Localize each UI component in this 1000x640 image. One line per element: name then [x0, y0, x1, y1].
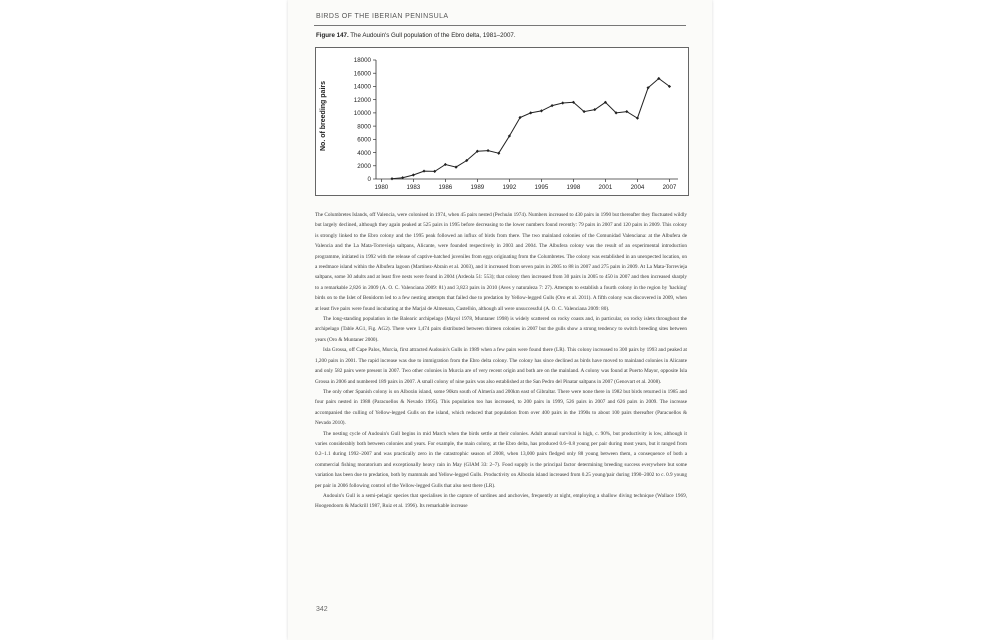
x-tick-label: 1992 — [502, 184, 517, 191]
x-tick-label: 1989 — [470, 184, 485, 191]
y-tick-label: 14000 — [353, 83, 371, 91]
data-point — [412, 173, 415, 176]
paragraph: The Columbretes Islands, off Valencia, were colonised in 1974, when 45 pairs nested (Pechuán 1974). Numbers increased to 430 pairs in 1990 but thereafter they fluctuated wildly but largely declined, although they again peaked at 525 pairs in 1995 before decreasing to the lower numbers found recently: 79 pairs in 2007 and 120 pairs in 2009. This colony is strongly linked to the Ebro colony and the 1995 peak followed an influx of birds from there. The two mainland colonies of the Comunidad Valenciana: at the Albufera de Valencia and the La Mata-Torrevieja saltpans, Alicante, were founded respectively in 2003 and 2004. The Albufera colony was the result of an experimental introduction programme, initiated in 1992 with the release of captive-hatched juveniles from eggs originating from the Columbretes. The colony was established in an unexpected location, on a reedmace island within the Albufera lagoon (Martínez-Abraín et al. 2003), and it increased from seven pairs in 2005 to 88 in 2007 and 275 pairs in 2009. At La Mata-Torrevieja saltpans, some 30 adults and at least five nests were found in 2004 (Ardeola 51: 553); that colony then increased from 30 pairs in 2005 to 450 in 2007 and then increased sharply to a remarkable 2,826 in 2009 (A. O. C. Valenciana 2009: 81) and 3,823 pairs in 2010 (Aves y naturaleza 7: 27). Attempts to establish a fourth colony in the region by 'hacking' birds on to the Islet of Benidorm led to a few nesting attempts that failed due to predation by Yellow-legged Gulls (Oro et al. 2011). A fifth colony was discovered in 2009, when at least five pairs were found incubating at the Marjal de Almenara, Castellón, although all were unsuccessful (A. O. C. Valenciana 2009: 80). — [315, 212, 687, 312]
chart-frame — [315, 47, 689, 196]
data-point — [486, 149, 489, 152]
y-tick-label: 6000 — [357, 136, 371, 144]
book-page — [288, 0, 712, 640]
x-tick-label: 2007 — [662, 184, 677, 191]
x-tick-label: 2004 — [630, 184, 645, 191]
figure-caption — [316, 32, 516, 39]
y-axis-label: No. of breeding pairs — [320, 80, 327, 152]
x-tick-label: 1983 — [406, 184, 421, 191]
data-point — [529, 111, 532, 114]
y-tick-label: 0 — [367, 176, 371, 184]
x-tick-label: 2001 — [598, 184, 613, 191]
paragraph: The nesting cycle of Audouin's Gull begins in mid March when the birds settle at their colonies. Adult annual survival is high, c. 90%, but productivity is low, although it varies considerably both between colonies and years. For example, the main colony, at the Ebro delta, has produced 0.6–0.8 young per pair during most years, but it ranged from 0.2–1.1 during 1992–2007 and was practically zero in the catastrophic season of 2008, when 13,000 pairs fledged only 88 young between them, a consequence of both a commercial fishing moratorium and exceptionally heavy rain in May (GIAM 33: 2–7). Food supply is the principal factor determining breeding success everywhere but some variation has been due to predation, both by mammals and Yellow-legged Gulls. Productivity on Alborán island increased from 0.25 young/pair during 1990–2002 to c. 0.9 young per pair in 2006 following control of the Yellow-legged Gulls that also nest there (LR). — [315, 430, 687, 489]
series-line — [392, 79, 670, 179]
x-tick-label: 1986 — [438, 184, 453, 191]
x-tick-label: 1980 — [374, 184, 389, 191]
figure-label: Figure 147. — [316, 32, 349, 39]
figure-caption-text: The Audouin's Gull population of the Ebro delta, 1981–2007. — [350, 32, 516, 39]
y-tick-label: 8000 — [357, 123, 371, 131]
paragraph: The long-standing population in the Balearic archipelago (Mayol 1978, Muntaner 1998) is widely scattered on rocky coasts and, in particular, on rocky islets throughout the archipelago (Table AG1, Fig. AG2). There were 1,474 pairs distributed between thirteen colonies in 2007 but the gulls show a strong tendency to switch breeding sites between years (Oro & Muntaner 2000). — [315, 316, 687, 343]
paragraph: Isla Grossa, off Cape Palos, Murcia, first attracted Audouin's Gulls in 1989 when a few pairs were found there (LR). This colony increased to 300 pairs by 1993 and peaked at 1,200 pairs in 2001. The rapid increase was due to immigration from the Ebro delta colony. The colony has since declined as birds have moved to mainland colonies in Alicante and only 582 pairs were present in 2007. Two other colonies in Murcia are of very recent origin and both are on the mainland. A colony was found at Puerto Mayor, opposite Isla Grossa in 2006 and numbered 189 pairs in 2007. A small colony of nine pairs was also established at the San Pedro del Pinatar saltpans in 2007 (Genovart et al. 2008). — [315, 347, 687, 385]
y-tick-label: 16000 — [353, 70, 371, 78]
population-line-chart — [316, 48, 688, 195]
data-point — [561, 101, 564, 104]
y-tick-label: 4000 — [357, 149, 371, 157]
page-number: 342 — [316, 606, 328, 613]
paragraph: Audouin's Gull is a semi-pelagic species that specialises in the capture of sardines and anchovies, frequently at night, employing a shallow diving technique (Wallace 1969, Hoogendoorn & Mackrill 1987, Ruiz et al. 1996). Its remarkable increase — [315, 492, 687, 510]
data-point — [422, 169, 425, 172]
data-point — [390, 177, 393, 180]
y-tick-label: 12000 — [353, 96, 371, 104]
y-tick-label: 2000 — [357, 162, 371, 170]
data-point — [550, 104, 553, 107]
y-tick-label: 10000 — [353, 110, 371, 118]
x-tick-label: 1998 — [566, 184, 581, 191]
y-tick-label: 18000 — [353, 57, 371, 65]
header-rule — [314, 25, 686, 26]
paragraph: The only other Spanish colony is on Alborán island, some 90km south of Almería and 200km east of Gibraltar. There were none there in 1982 but birds returned in 1985 and four pairs nested in 1988 (Paracuellos & Nevado 1995). This population too has increased, to 200 pairs in 1999, 526 pairs in 2007 and 626 pairs in 2009. The increase accompanied the culling of Yellow-legged Gulls on the island, which reduced that population from over 400 pairs in the 1990s to about 100 pairs thereafter (Paracuellos & Nevado 2010). — [315, 388, 687, 427]
body-text — [315, 210, 687, 512]
x-tick-label: 1995 — [534, 184, 549, 191]
running-header: BIRDS OF THE IBERIAN PENINSULA — [316, 13, 449, 20]
